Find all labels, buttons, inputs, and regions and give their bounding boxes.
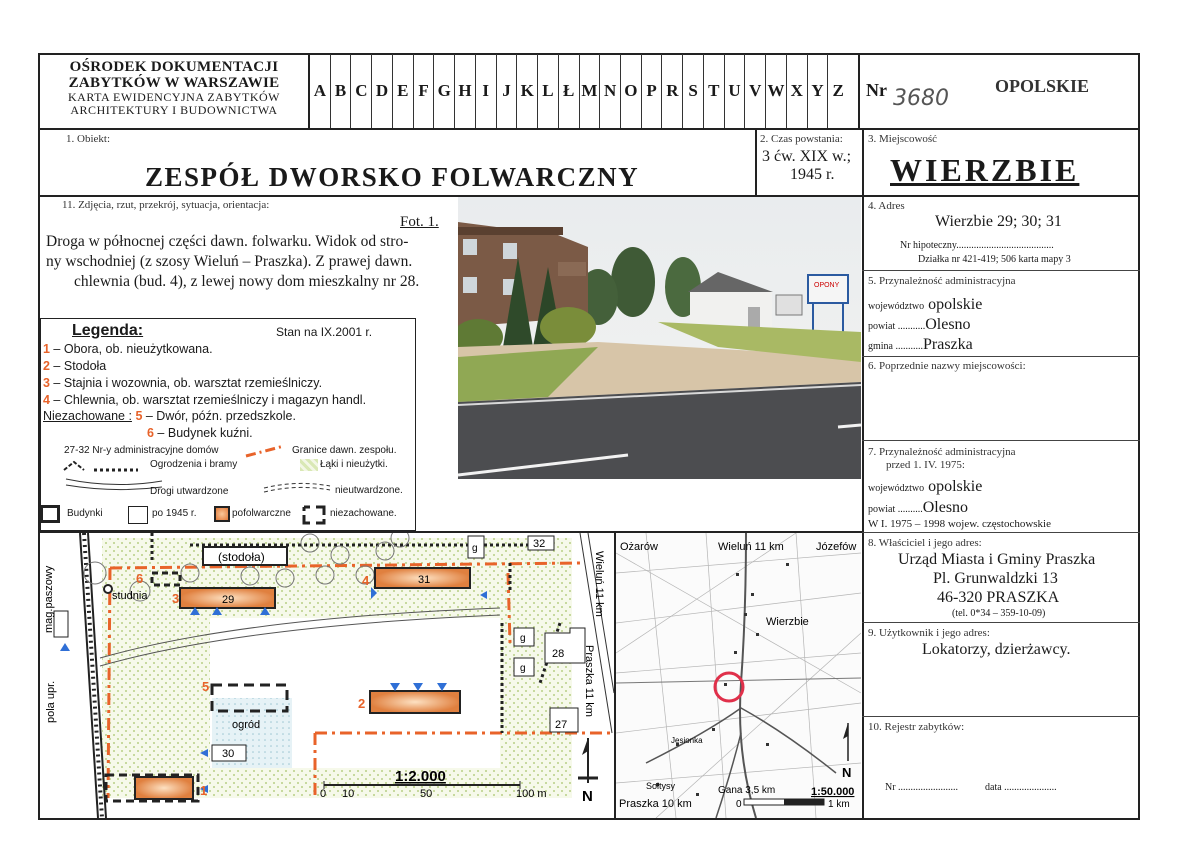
legend-pofolw: pofolwarczne xyxy=(232,508,291,519)
gmina-value: Praszka xyxy=(923,336,973,353)
item5-text: – Dwór, późn. przedszkole. xyxy=(142,409,296,423)
letter-index-cell: Z xyxy=(827,54,848,128)
uzytkownik-value: Lokatorzy, dzierżawcy. xyxy=(922,641,1071,658)
letter-index-cell: P xyxy=(641,54,662,128)
legend-item-num: 4 xyxy=(43,393,50,407)
letter-index xyxy=(310,54,848,128)
przyn1975-label: 7. Przynależność administracyjna xyxy=(868,446,1016,458)
desc-line2: ny wschodniej (z szosy Wieluń – Praszka). Z prawej dawn. xyxy=(46,253,413,270)
region: OPOLSKIE xyxy=(995,76,1090,96)
wlasciciel-label: 8. Właściciel i jego adres: xyxy=(868,537,982,549)
plan-building-2 xyxy=(370,691,460,713)
letter-index-cell: Ł xyxy=(558,54,579,128)
desc-line1: Droga w północnej części dawn. folwarku. Widok od stro- xyxy=(46,233,409,250)
rejestr-nr: Nr ........................ xyxy=(885,782,959,793)
powiat1975-value: Olesno xyxy=(922,499,969,516)
legend-post1945-symbol xyxy=(128,506,148,524)
org-line1: OŚRODEK DOKUMENTACJI xyxy=(69,59,279,75)
legend-item-num: 2 xyxy=(43,359,50,373)
woj1975-label: województwo xyxy=(868,483,925,494)
legend-nieutw: nieutwardzone. xyxy=(335,485,403,496)
legend-item-text: – Chlewnia, ob. warsztat rzemieślniczy i magazyn handl. xyxy=(49,393,367,407)
powiat-row xyxy=(868,316,971,334)
letter-index-cell: E xyxy=(392,54,413,128)
site-plan xyxy=(40,533,614,818)
map-ozarow: Ożarów xyxy=(620,541,658,553)
adres-value: Wierzbie 29; 30; 31 xyxy=(935,213,1062,230)
plan-g1: g xyxy=(472,543,478,554)
powiat1975-row xyxy=(868,499,968,517)
miejscowosc-value: WIERZBIE xyxy=(890,152,1080,188)
legend-pofolw-symbol xyxy=(214,506,230,522)
wlasciciel-line3: 46-320 PRASZKA xyxy=(937,589,1060,606)
legend-boundary-symbol xyxy=(244,444,294,458)
map-praszka: Praszka 10 km xyxy=(619,798,692,810)
letter-index-cell: C xyxy=(350,54,371,128)
czas-label: 2. Czas powstania: xyxy=(760,133,843,145)
plan-tick-50: 50 xyxy=(420,788,433,800)
plan-house-27: 27 xyxy=(555,719,568,731)
przynaleznosc-label: 5. Przynależność administracyjna xyxy=(868,275,1016,287)
plan-building-1 xyxy=(135,777,193,799)
map-scale-zero: 0 xyxy=(736,799,742,810)
plan-tick-0: 0 xyxy=(320,788,327,800)
letter-index-cell: T xyxy=(703,54,724,128)
legend-ogrodzenia: Ogrodzenia i bramy xyxy=(150,459,238,470)
legend-po1945: po 1945 r. xyxy=(152,508,197,519)
gmina-label: gmina ........... xyxy=(868,341,923,352)
letter-index-cell: O xyxy=(620,54,641,128)
map-soltysy: Sołtysy xyxy=(646,781,676,791)
czas-line1: 3 ćw. XIX w.; xyxy=(762,148,852,165)
zdjecia-label: 11. Zdjęcia, rzut, przekrój, sytuacja, orientacja: xyxy=(62,199,270,211)
legend-granice: Granice dawn. zespołu. xyxy=(292,445,397,456)
plan-house-30: 30 xyxy=(222,748,235,760)
plan-tick-10: 10 xyxy=(342,788,355,800)
wlasciciel-tel: (tel. 0*34 – 359-10-09) xyxy=(952,608,1046,619)
plan-label-5: 5 xyxy=(202,679,210,694)
legend-item-text: – Stodoła xyxy=(49,359,107,373)
note1975: W I. 1975 – 1998 wojew. częstochowskie xyxy=(868,518,1051,530)
card-line2: ARCHITEKTURY I BUDOWNICTWA xyxy=(70,103,278,117)
plan-label-3: 3 xyxy=(172,591,180,606)
letter-index-cell: R xyxy=(661,54,682,128)
legend-road-symbol xyxy=(64,475,164,491)
letter-index-cell: M xyxy=(579,54,600,128)
legend-meadow-symbol xyxy=(300,459,318,471)
legend-unpaved-symbol xyxy=(262,478,332,494)
legend-item xyxy=(43,392,366,409)
legend-budynki: Budynki xyxy=(67,508,103,519)
map-wierzbie: Wierzbie xyxy=(766,616,809,628)
plan-stodola: (stodoła) xyxy=(218,550,265,564)
plan-studnia: studnia xyxy=(112,590,148,602)
letter-index-cell: N xyxy=(599,54,620,128)
legend-item xyxy=(43,341,366,358)
obiekt-label: 1. Obiekt: xyxy=(66,133,110,145)
legend-bld-symbol xyxy=(40,505,60,523)
letter-index-cell: X xyxy=(786,54,807,128)
letter-index-cell: I xyxy=(475,54,496,128)
letter-index-cell: H xyxy=(454,54,475,128)
item5-num: 5 xyxy=(135,409,143,423)
legend-item-6 xyxy=(147,426,253,440)
plan-wielun: Wieluń 11 km xyxy=(593,551,605,617)
plan-label-4: 4 xyxy=(362,573,370,588)
legend-item-num: 3 xyxy=(43,376,50,390)
woj1975-row xyxy=(868,478,982,496)
letter-index-cell: A xyxy=(313,81,326,100)
woj-label: województwo xyxy=(868,301,925,312)
legend-laki: Łąki i nieużytki. xyxy=(320,459,388,470)
miejscowosc-label: 3. Miejscowość xyxy=(868,133,938,145)
letter-index-cell: L xyxy=(537,54,558,128)
plan-house-29: 29 xyxy=(222,594,235,606)
header-org xyxy=(40,56,308,128)
plan-tick-100: 100 m xyxy=(516,788,547,800)
letter-index-cell: J xyxy=(496,54,517,128)
item6-num: 6 xyxy=(147,426,154,440)
letter-index-cell: G xyxy=(433,54,454,128)
legend-niezach: niezachowane. xyxy=(330,508,397,519)
plan-ogrod: ogród xyxy=(232,719,261,731)
map-scale: 1:50.000 xyxy=(811,786,855,798)
map-jozefow: Józefów xyxy=(816,541,857,553)
legend-stan: Stan na IX.2001 r. xyxy=(276,325,373,339)
plan-label-1: 1 xyxy=(200,783,208,798)
legend-item xyxy=(43,375,366,392)
map-wielun: Wieluń 11 km xyxy=(718,541,784,553)
photo-sign-text: OPONY xyxy=(814,282,840,289)
niezach-label: Niezachowane : xyxy=(43,409,132,423)
rejestr-label: 10. Rejestr zabytków: xyxy=(868,721,965,733)
photo xyxy=(458,197,861,479)
legend-item-text: – Obora, ob. nieużytkowana. xyxy=(49,342,213,356)
letter-index-cell: U xyxy=(724,54,745,128)
plan-pola-upr: pola upr. xyxy=(45,680,57,723)
przyn1975-label2: przed 1. IV. 1975: xyxy=(886,459,965,471)
poprzednie-label: 6. Poprzednie nazwy miejscowości: xyxy=(868,360,1026,372)
plan-g2: g xyxy=(520,633,526,644)
org-line2: ZABYTKÓW W WARSZAWIE xyxy=(68,75,280,91)
plan-label-6: 6 xyxy=(136,571,144,586)
czas-line2: 1945 r. xyxy=(790,166,835,183)
map-jesionka: Jesionka xyxy=(671,736,703,745)
legend-item-num: 1 xyxy=(43,342,50,356)
fot-label: Fot. 1. xyxy=(400,214,439,230)
card-line1: KARTA EWIDENCYJNA ZABYTKÓW xyxy=(68,90,280,104)
dzialka: Działka nr 421-419; 506 karta mapy 3 xyxy=(918,254,1071,265)
legend-drogi-utw: Drogi utwardzone xyxy=(150,486,229,497)
plan-label-2: 2 xyxy=(358,696,366,711)
plan-house-28: 28 xyxy=(552,648,565,660)
legend-lost-symbol xyxy=(302,505,326,525)
desc-line3: chlewnia (bud. 4), z lewej nowy dom mieszkalny nr 28. xyxy=(74,273,420,290)
legend-item-5 xyxy=(43,409,296,423)
wlasciciel-line2: Pl. Grunwaldzki 13 xyxy=(933,570,1058,587)
letter-index-cell: Y xyxy=(807,54,828,128)
map-north: N xyxy=(842,765,852,780)
nr-value: 3680 xyxy=(893,86,949,111)
location-map xyxy=(616,533,861,818)
woj-value: opolskie xyxy=(928,296,983,313)
legend-item-text: – Stajnia i wozownia, ob. warsztat rzemieślniczy. xyxy=(49,376,323,390)
item6-text: – Budynek kuźni. xyxy=(153,426,253,440)
rejestr-data: data ..................... xyxy=(985,782,1057,793)
letter-index-cell: B xyxy=(330,54,351,128)
map-gana: Gana 3,5 km xyxy=(718,785,776,796)
obiekt-value: ZESPÓŁ DWORSKO FOLWARCZNY xyxy=(145,162,640,192)
legend-item xyxy=(43,358,366,375)
woj1975-value: opolskie xyxy=(928,478,983,495)
plan-scale: 1:2.000 xyxy=(395,768,446,785)
adres-label: 4. Adres xyxy=(868,200,905,212)
legend-items xyxy=(43,341,366,409)
letter-index-cell: D xyxy=(371,54,392,128)
plan-mag-paszowy: mag.paszowy xyxy=(43,565,55,633)
legend-nr-admin: 27-32 Nr-y administracyjne domów xyxy=(64,445,219,456)
wlasciciel-line1: Urząd Miasta i Gminy Praszka xyxy=(898,551,1096,568)
gmina-row xyxy=(868,336,973,354)
powiat-value: Olesno xyxy=(925,316,971,333)
letter-index-cell: V xyxy=(744,54,765,128)
legend-fence-symbol xyxy=(62,456,142,472)
plan-house-31: 31 xyxy=(418,574,431,586)
powiat1975-label: powiat .......... xyxy=(868,504,923,515)
plan-praszka: Praszka 11 km xyxy=(583,645,595,717)
plan-north: N xyxy=(582,788,593,805)
uzytkownik-label: 9. Użytkownik i jego adres: xyxy=(868,627,990,639)
legend-title: Legenda: xyxy=(72,322,144,339)
letter-index-cell: W xyxy=(765,54,786,128)
plan-house-32: 32 xyxy=(533,538,546,550)
powiat-label: powiat ........... xyxy=(868,321,926,332)
woj-row xyxy=(868,296,982,314)
plan-g3: g xyxy=(520,663,526,674)
map-scale-km: 1 km xyxy=(828,799,850,810)
letter-index-cell: S xyxy=(682,54,703,128)
hipoteczny: Nr hipoteczny....................................... xyxy=(900,240,1054,251)
letter-index-cell: F xyxy=(413,54,434,128)
letter-index-cell: K xyxy=(516,54,537,128)
nr-label: Nr xyxy=(866,80,887,100)
